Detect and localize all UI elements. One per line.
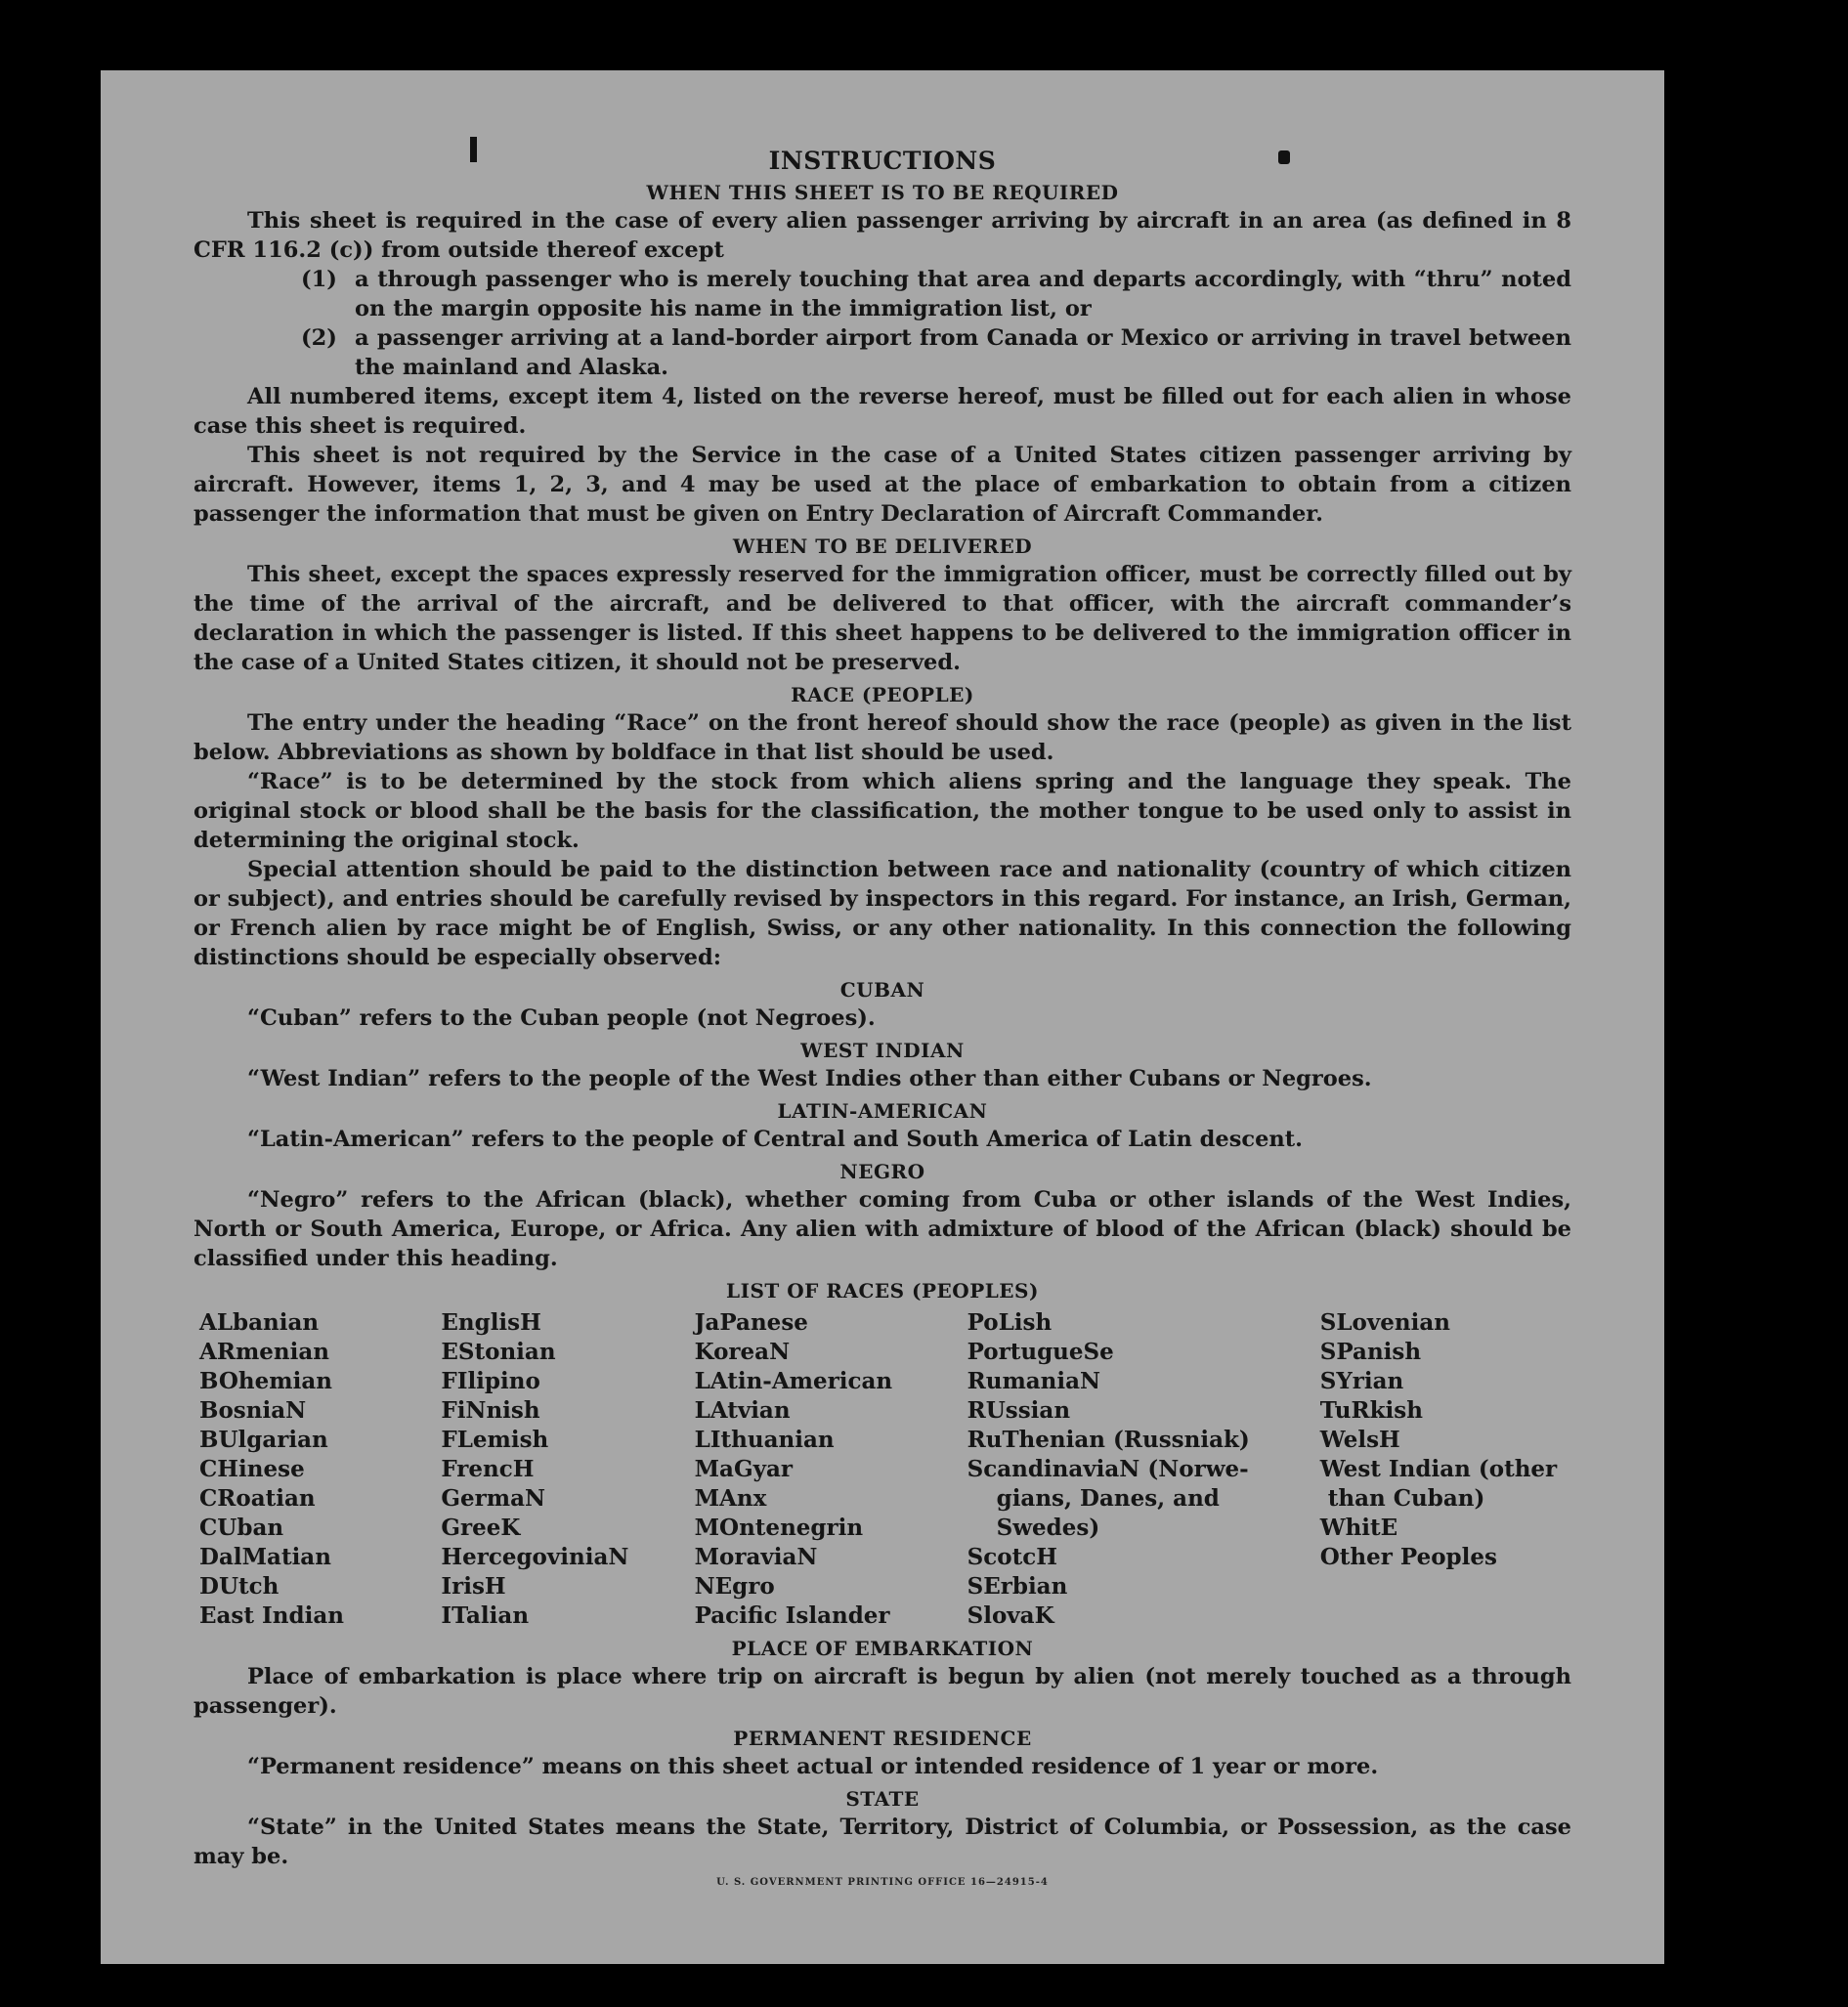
- list-item: [301, 265, 1571, 323]
- paragraph: “Race” is to be determined by the stock from which aliens spring and the language they speak. The original stock or blood shall be the basis for the classification, the mother tongue to be used only to assist in determining the original stock.: [193, 769, 1571, 853]
- race-item: ITalian: [441, 1602, 530, 1629]
- races-column-3: [695, 1308, 967, 1631]
- races-column-4: [967, 1308, 1320, 1631]
- race-item: SlovaK: [967, 1602, 1054, 1629]
- race-item: BUlgarian: [199, 1427, 328, 1453]
- race-item: SErbian: [967, 1573, 1068, 1600]
- race-item: RUssian: [967, 1397, 1071, 1424]
- race-item: ARmenian: [199, 1339, 330, 1365]
- races-list: [199, 1308, 1571, 1631]
- paragraph: “Cuban” refers to the Cuban people (not Negroes).: [247, 1005, 876, 1031]
- race-item: LAtvian: [694, 1397, 791, 1424]
- race-item: BosniaN: [199, 1397, 307, 1424]
- heading-latin-american: LATIN-AMERICAN: [777, 1099, 988, 1123]
- heading-required: WHEN THIS SHEET IS TO BE REQUIRED: [646, 181, 1119, 204]
- race-item: CHinese: [199, 1456, 305, 1482]
- heading-west-indian: WEST INDIAN: [800, 1039, 965, 1062]
- race-item: LIthuanian: [694, 1427, 835, 1453]
- race-item: PoLish: [967, 1309, 1053, 1336]
- race-item: SPanish: [1319, 1339, 1422, 1365]
- race-item: BOhemian: [199, 1368, 332, 1394]
- race-item: EnglisH: [441, 1309, 541, 1336]
- race-item: KoreaN: [694, 1339, 791, 1365]
- race-item: SYrian: [1319, 1368, 1404, 1394]
- scan-mark: [470, 137, 477, 162]
- race-item: WelsH: [1319, 1427, 1400, 1453]
- race-item: EStonian: [441, 1339, 556, 1365]
- race-item: DalMatian: [199, 1544, 331, 1570]
- heading-race: RACE (PEOPLE): [791, 683, 974, 706]
- race-item: SLovenian: [1319, 1309, 1450, 1336]
- race-item: FIlipino: [441, 1368, 540, 1394]
- page-title: INSTRUCTIONS: [768, 147, 997, 175]
- races-column-2: [441, 1308, 694, 1631]
- race-item: FiNnish: [441, 1397, 540, 1424]
- heading-residence: PERMANENT RESIDENCE: [733, 1727, 1032, 1750]
- race-item: ScotcH: [967, 1544, 1057, 1570]
- race-item: MAnx: [694, 1485, 767, 1512]
- race-item: Other Peoples: [1319, 1544, 1497, 1570]
- race-item: FLemish: [441, 1427, 549, 1453]
- race-item: JaPanese: [694, 1309, 808, 1336]
- paragraph: “Permanent residence” means on this sheet actual or intended residence of 1 year or more.: [247, 1754, 1379, 1779]
- paragraph: This sheet is required in the case of every alien passenger arriving by aircraft in an area (as defined in 8 CFR 116.2 (c)) from outside thereof except: [193, 208, 1571, 263]
- race-item: TuRkish: [1319, 1397, 1423, 1424]
- printer-imprint: U. S. GOVERNMENT PRINTING OFFICE 16—24915-4: [716, 1877, 1049, 1888]
- race-item: MOntenegrin: [694, 1515, 864, 1541]
- heading-state: STATE: [845, 1787, 920, 1811]
- race-item: ScandinaviaN (Norwe-: [967, 1456, 1249, 1482]
- paragraph: “Latin-American” refers to the people of Central and South America of Latin descent.: [247, 1127, 1303, 1152]
- paragraph: “Negro” refers to the African (black), whether coming from Cuba or other islands of the West Indies, North or South America, Europe, or Africa. Any alien with admixture of blood of the African (black) should be classified under this heading.: [193, 1187, 1571, 1271]
- paragraph: “State” in the United States means the State, Territory, District of Columbia, or Possession, as the case may be.: [193, 1815, 1571, 1869]
- item-number: (2): [301, 325, 337, 351]
- document-sheet: [101, 70, 1664, 1964]
- item-number: (1): [301, 267, 337, 292]
- race-item: East Indian: [199, 1602, 344, 1629]
- race-item: CUban: [199, 1515, 284, 1541]
- item-text: a passenger arriving at a land-border airport from Canada or Mexico or arriving in travel between the mainland and Alaska.: [355, 325, 1571, 380]
- paragraph: All numbered items, except item 4, listed on the reverse hereof, must be filled out for each alien in whose case this sheet is required.: [193, 384, 1571, 439]
- item-text: a through passenger who is merely touching that area and departs accordingly, with “thru” noted on the margin opposite his name in the immigration list, or: [355, 267, 1571, 321]
- race-item: WhitE: [1319, 1515, 1398, 1541]
- heading-embarkation: PLACE OF EMBARKATION: [731, 1637, 1034, 1660]
- paragraph: This sheet is not required by the Service in the case of a United States citizen passenger arriving by aircraft. However, items 1, 2, 3, and 4 may be used at the place of embarkation to obtain from a citizen passenger the information that must be given on Entry Declaration of Aircraft Commander.: [193, 443, 1571, 527]
- race-item-continued: gians, Danes, and: [996, 1485, 1220, 1512]
- race-item-continued: than Cuban): [1327, 1485, 1485, 1512]
- race-item: GermaN: [441, 1485, 546, 1512]
- heading-negro: NEGRO: [839, 1160, 925, 1183]
- heading-delivered: WHEN TO BE DELIVERED: [732, 534, 1033, 558]
- race-item: Pacific Islander: [694, 1602, 890, 1629]
- race-item: IrisH: [441, 1573, 506, 1600]
- race-item: CRoatian: [199, 1485, 316, 1512]
- race-item: HercegoviniaN: [441, 1544, 629, 1570]
- race-item: DUtch: [199, 1573, 279, 1600]
- race-item: ALbanian: [199, 1309, 320, 1336]
- race-item: GreeK: [441, 1515, 521, 1541]
- races-column-5: [1320, 1308, 1571, 1631]
- list-item: [301, 323, 1571, 382]
- heading-list-of-races: LIST OF RACES (PEOPLES): [726, 1279, 1039, 1302]
- paragraph: “West Indian” refers to the people of the West Indies other than either Cubans or Negroes.: [247, 1066, 1372, 1091]
- race-item: MaGyar: [694, 1456, 793, 1482]
- races-column-1: [199, 1308, 441, 1631]
- race-item: RumaniaN: [967, 1368, 1101, 1394]
- paragraph: The entry under the heading “Race” on the front hereof should show the race (people) as given in the list below. Abbreviations as shown by boldface in that list should be used.: [193, 710, 1571, 765]
- heading-cuban: CUBAN: [839, 978, 925, 1002]
- race-item: FrencH: [441, 1456, 535, 1482]
- race-item: West Indian (other: [1319, 1456, 1558, 1482]
- paragraph: This sheet, except the spaces expressly reserved for the immigration officer, must be correctly filled out by the time of the arrival of the aircraft, and be delivered to that officer, with the aircraft commander’s declaration in which the passenger is listed. If this sheet happens to be delivered to the immigration officer in the case of a United States citizen, it should not be preserved.: [193, 562, 1571, 675]
- race-item: LAtin-American: [694, 1368, 893, 1394]
- paragraph: Place of embarkation is place where trip on aircraft is begun by alien (not merely touched as a through passenger).: [193, 1664, 1571, 1719]
- race-item: NEgro: [694, 1573, 775, 1600]
- scan-mark: [1278, 150, 1290, 164]
- race-item: PortugueSe: [967, 1339, 1114, 1365]
- paragraph: Special attention should be paid to the distinction between race and nationality (country of which citizen or subject), and entries should be carefully revised by inspectors in this regard. For instance, an Irish, German, or French alien by race might be of English, Swiss, or any other nationality. In this connection the following distinctions should be especially observed:: [193, 857, 1571, 970]
- race-item: RuThenian (Russniak): [967, 1427, 1250, 1453]
- race-item: MoraviaN: [694, 1544, 818, 1570]
- race-item-continued: Swedes): [996, 1515, 1100, 1541]
